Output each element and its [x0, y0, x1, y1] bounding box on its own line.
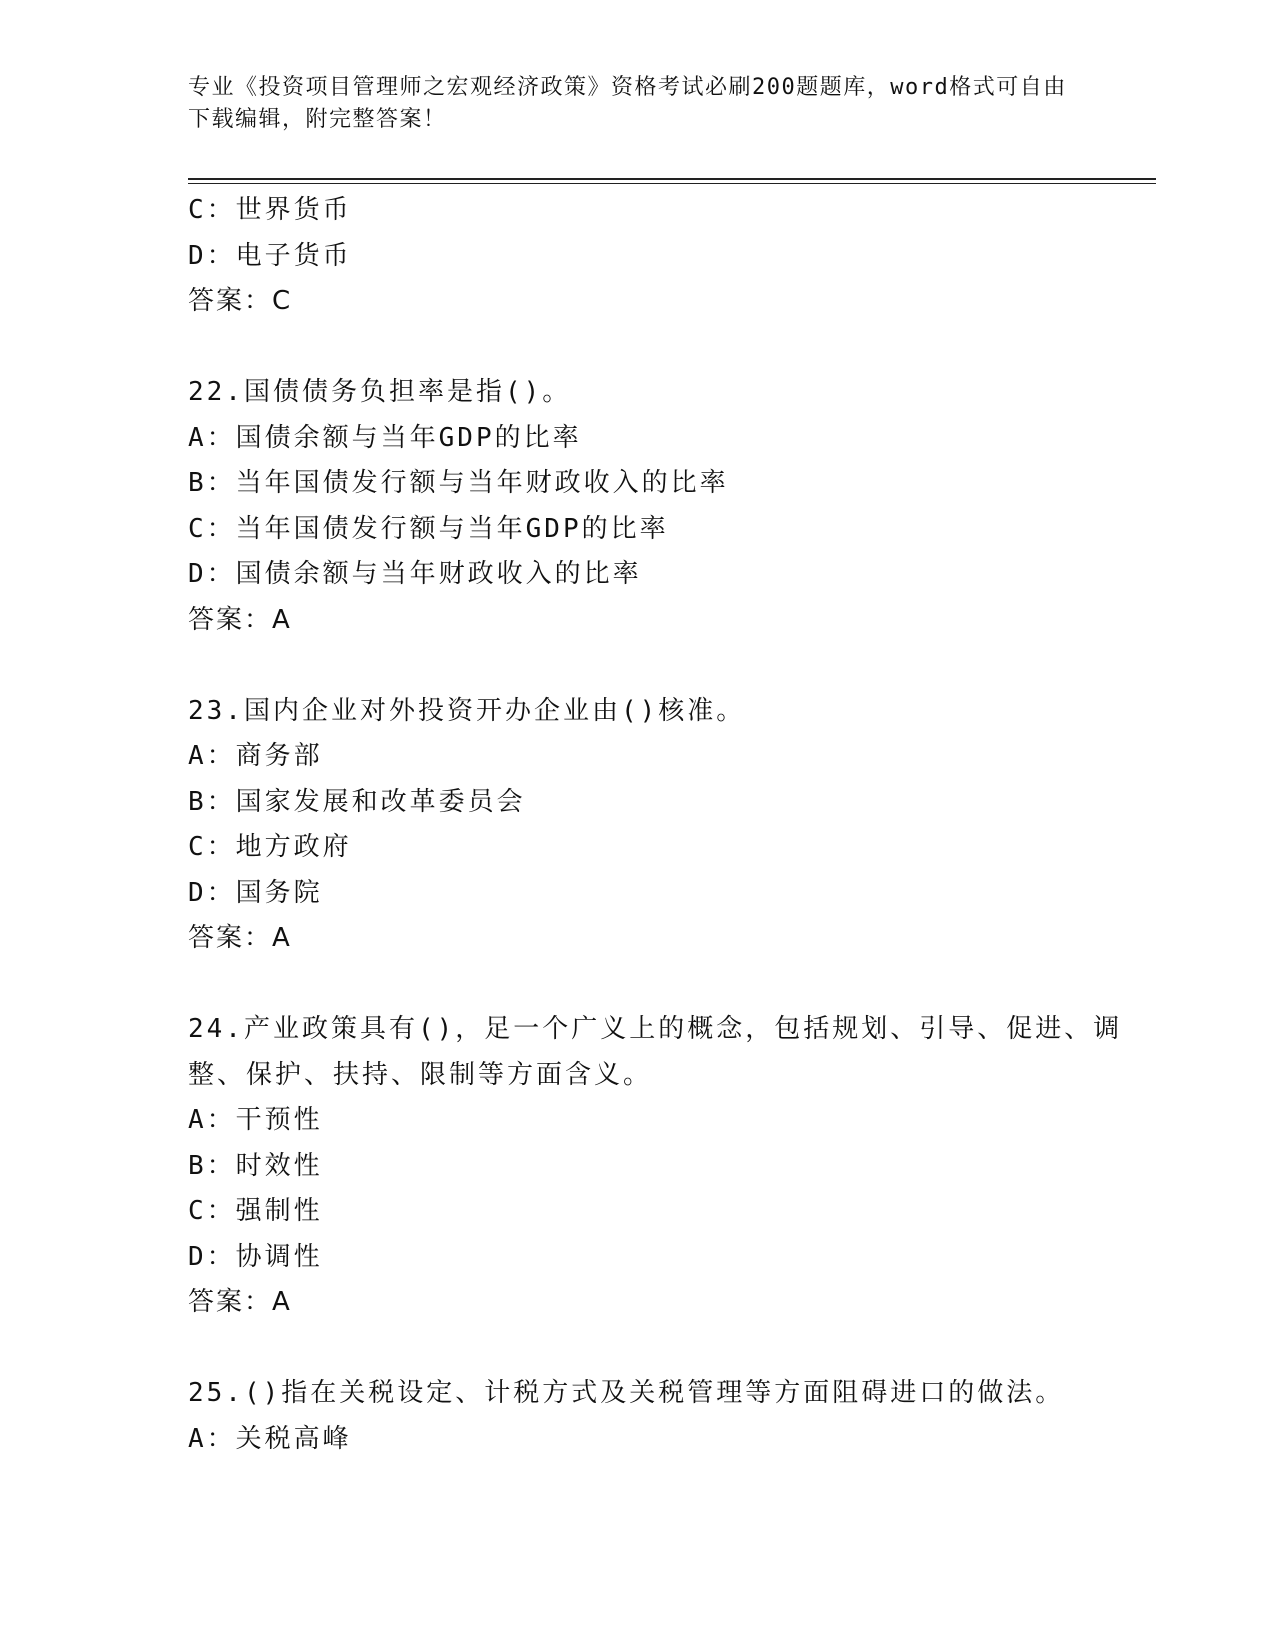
- question-stem: 22.国债债务负担率是指()。: [188, 377, 572, 407]
- option-b: B：国家发展和改革委员会: [188, 786, 526, 817]
- document-header: 专业《投资项目管理师之宏观经济政策》资格考试必刷200题题库，word格式可自由下载编辑，附完整答案！: [188, 75, 1067, 132]
- option-a: A：关税高峰: [188, 1423, 352, 1454]
- question-block-22: [188, 370, 1148, 643]
- question-stem: 23.国内企业对外投资开办企业由()核准。: [188, 695, 746, 726]
- document-body: [188, 188, 1148, 1462]
- option-d: D：协调性: [188, 1241, 323, 1272]
- option-a: A：干预性: [188, 1105, 323, 1135]
- option-d: D：国债余额与当年财政收入的比率: [188, 559, 642, 589]
- answer-line: 答案：A: [188, 923, 292, 953]
- spacer: [188, 325, 1148, 371]
- option-b: B：时效性: [188, 1150, 323, 1181]
- question-stem: 25.()指在关税设定、计税方式及关税管理等方面阻碍进口的做法。: [188, 1378, 1065, 1408]
- option-d: D：电子货币: [188, 240, 352, 271]
- option-a: A：商务部: [188, 741, 323, 771]
- option-c: C：地方政府: [188, 832, 352, 862]
- answer-line: 答案：C: [188, 286, 293, 316]
- question-block-24: [188, 1007, 1148, 1326]
- option-c: C：世界货币: [188, 195, 352, 225]
- option-a: A：国债余额与当年GDP的比率: [188, 422, 582, 453]
- answer-line: 答案：A: [188, 1287, 292, 1317]
- spacer: [188, 962, 1148, 1008]
- header-divider-bottom: [188, 183, 1156, 184]
- continued-question-block: [188, 188, 1148, 325]
- spacer: [188, 1326, 1148, 1372]
- question-block-23: [188, 689, 1148, 962]
- option-c: C：当年国债发行额与当年GDP的比率: [188, 513, 669, 544]
- question-block-25: [188, 1371, 1148, 1462]
- spacer: [188, 643, 1148, 689]
- option-d: D：国务院: [188, 877, 323, 908]
- header-divider-top: [188, 178, 1156, 180]
- option-c: C：强制性: [188, 1196, 323, 1226]
- question-stem: 24.产业政策具有()，足一个广义上的概念，包括规划、引导、促进、调整、保护、扶持、限制等方面含义。: [188, 1014, 1123, 1090]
- option-b: B：当年国债发行额与当年财政收入的比率: [188, 468, 729, 498]
- answer-line: 答案：A: [188, 604, 292, 635]
